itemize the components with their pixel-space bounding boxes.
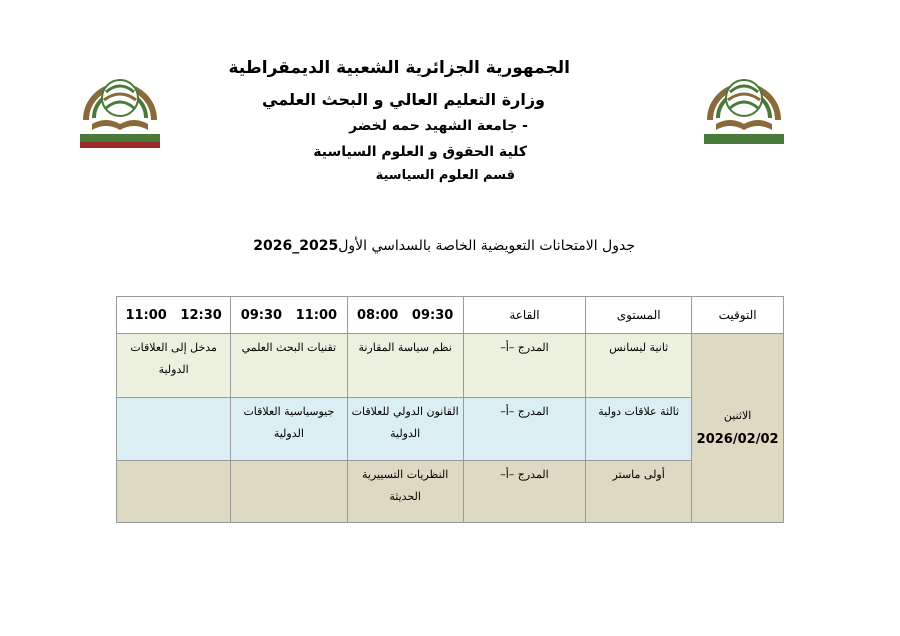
- day-date: 2026/02/02: [696, 432, 779, 447]
- slot1-cell: النظريات التسييرية الحديثة: [347, 461, 463, 523]
- faculty-name: كلية الحقوق و العلوم السياسية: [313, 144, 527, 160]
- schedule-title-text: جدول الامتحانات التعويضية الخاصة بالسداسي الأول: [338, 238, 635, 254]
- university-name: - جامعة الشهيد حمه لخضر: [349, 118, 528, 134]
- room-cell: المدرج –أ–: [463, 334, 585, 398]
- day-cell: [692, 334, 784, 523]
- header-room: القاعة: [463, 297, 585, 334]
- university-logo-left: [78, 58, 162, 154]
- ministry-title: وزارة التعليم العالي و البحث العلمي: [262, 90, 545, 109]
- slot3-cell: [117, 461, 231, 523]
- university-logo-icon: [78, 58, 162, 154]
- university-logo-right: [702, 58, 786, 154]
- header-level: المستوى: [586, 297, 692, 334]
- department-name: قسم العلوم السياسية: [375, 168, 515, 183]
- schedule-year: 2025_2026: [253, 238, 339, 254]
- header-timing: التوقيت: [692, 297, 784, 334]
- header-slot3: 11:00 12:30: [117, 297, 231, 334]
- university-logo-icon: [702, 58, 786, 154]
- header-slot2: 09:30 11:00: [231, 297, 347, 334]
- table-header-row: [117, 297, 784, 334]
- day-name: الاثنين: [723, 409, 752, 422]
- table-row: [117, 398, 784, 461]
- slot2-cell: [231, 461, 347, 523]
- slot1-cell: نظم سياسة المقارنة: [347, 334, 463, 398]
- table-row: [117, 334, 784, 398]
- table-row: [117, 461, 784, 523]
- slot1-cell: القانون الدولي للعلاقات الدولية: [347, 398, 463, 461]
- level-cell: ثانية ليسانس: [586, 334, 692, 398]
- header-slot1: 08:00 09:30: [347, 297, 463, 334]
- level-cell: أولى ماستر: [586, 461, 692, 523]
- slot3-cell: [117, 398, 231, 461]
- exam-schedule-table: [116, 296, 784, 523]
- slot2-cell: تقنيات البحث العلمي: [231, 334, 347, 398]
- republic-title: الجمهورية الجزائرية الشعبية الديمقراطية: [228, 58, 570, 78]
- room-cell: المدرج –أ–: [463, 461, 585, 523]
- level-cell: ثالثة علاقات دولية: [586, 398, 692, 461]
- schedule-title: [253, 238, 635, 254]
- slot2-cell: جيوسياسية العلاقات الدولية: [231, 398, 347, 461]
- slot3-cell: مدخل إلى العلاقات الدولية: [117, 334, 231, 398]
- room-cell: المدرج –أ–: [463, 398, 585, 461]
